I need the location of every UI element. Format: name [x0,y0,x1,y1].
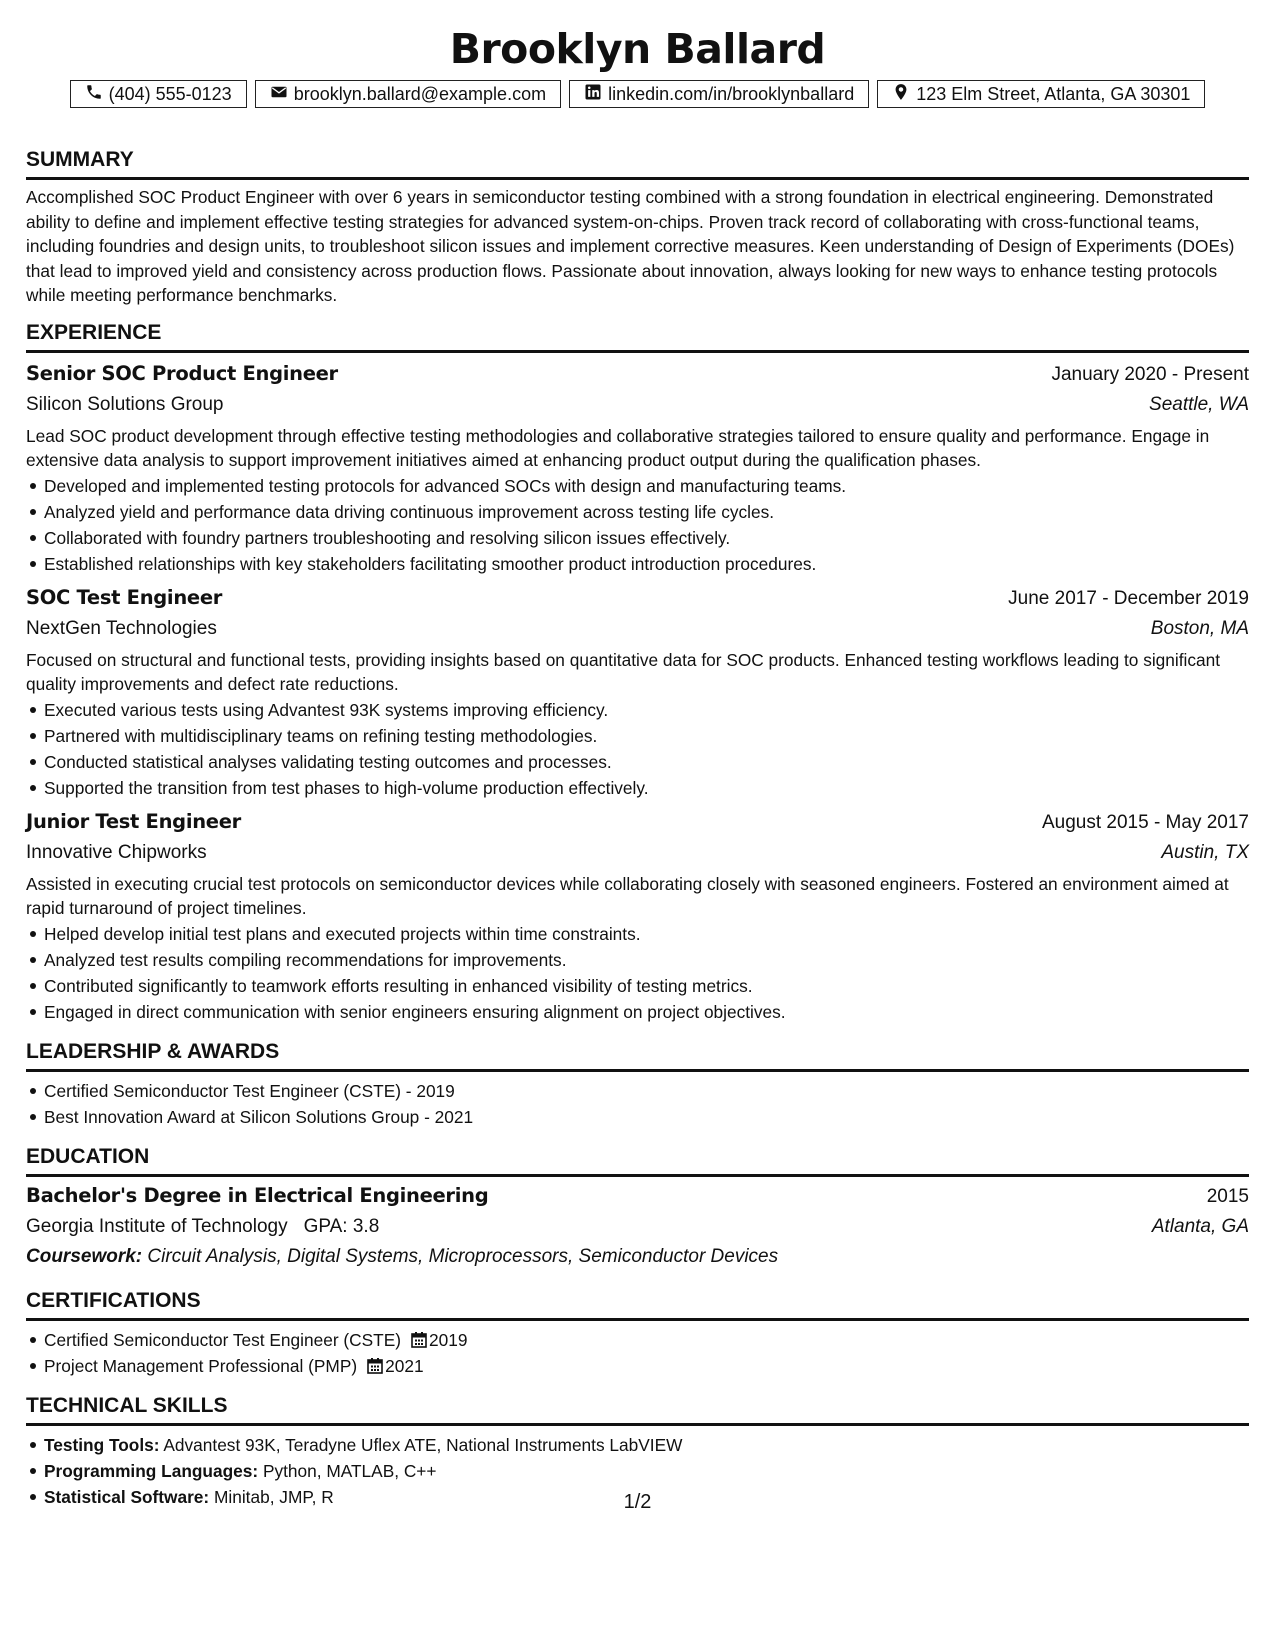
company-name: Silicon Solutions Group [26,393,224,415]
list-item: Developed and implemented testing protocols for advanced SOCs with design and manufacturing teams. [44,473,1249,499]
contact-bar [26,80,1249,108]
certification-name: Certified Semiconductor Test Engineer (CSTE) [44,1329,401,1350]
list-item: Certified Semiconductor Test Engineer (CSTE) - 2019 [44,1078,1249,1104]
list-item: Partnered with multidisciplinary teams on refining testing methodologies. [44,723,1249,749]
summary-section [26,147,1249,308]
certifications-list [26,1327,1249,1379]
gpa: GPA: 3.8 [303,1215,380,1237]
section-title-education: EDUCATION [26,1144,1249,1177]
section-title-certifications: CERTIFICATIONS [26,1288,1249,1321]
skill-category: Programming Languages: [44,1460,259,1481]
section-title-skills: TECHNICAL SKILLS [26,1393,1249,1426]
coursework [26,1242,1249,1272]
school-location: Atlanta, GA [1151,1215,1249,1237]
certification-year: 2021 [385,1355,424,1376]
job-dates: August 2015 - May 2017 [1041,811,1249,833]
map-marker-icon [892,83,910,106]
education-section [26,1144,1249,1272]
page-number: 1/2 [623,1491,652,1513]
job-title: SOC Test Engineer [26,585,223,609]
list-item: Analyzed yield and performance data driving continuous improvement across testing life cycles. [44,499,1249,525]
job-dates: June 2017 - December 2019 [1008,587,1249,609]
skill-category: Testing Tools: [44,1434,160,1455]
list-item: Engaged in direct communication with senior engineers ensuring alignment on project objectives. [44,999,1249,1025]
summary-text: Accomplished SOC Product Engineer with over 6 years in semiconductor testing combined with a strong foundation in electrical engineering. Demonstrated ability to define and implement effective testing strategies for advanced system-on-chips. Proven track record of collaborating with cross-functional teams, including foundries and design units, to troubleshoot silicon issues and implement corrective measures. Keen understanding of Design of Experiments (DOEs) that lead to improved yield and consistency across production flows. Passionate about innovation, always looking for new ways to enhance testing protocols while meeting performance benchmarks. [26,187,1235,305]
contact-email[interactable] [255,80,561,108]
linkedin-icon [584,83,602,106]
certification-year: 2019 [428,1329,468,1350]
job-description: Assisted in executing crucial test protocols on semiconductor devices while collaborating closely with seasoned engineers. Fostered an environment aimed at rapid turnaround of project timelines. [26,873,1229,918]
job-entry [26,359,1249,577]
candidate-name: Brooklyn Ballard [449,25,826,73]
address-text: 123 Elm Street, Atlanta, GA 30301 [916,83,1191,104]
job-location: Austin, TX [1161,841,1249,863]
coursework-list: Circuit Analysis, Digital Systems, Microprocessors, Semiconductor Devices [147,1245,779,1267]
job-location: Seattle, WA [1149,393,1249,415]
email-text: brooklyn.ballard@example.com [293,83,547,104]
calendar-icon [367,1357,383,1374]
list-item: Collaborated with foundry partners troubleshooting and resolving silicon issues effectively. [44,525,1249,551]
skill-category: Statistical Software: [44,1486,210,1507]
job-dates: January 2020 - Present [1051,363,1249,385]
list-item: Contributed significantly to teamwork efforts resulting in enhanced visibility of testing metrics. [44,973,1249,999]
list-item: Executed various tests using Advantest 93K systems improving efficiency. [44,697,1249,723]
envelope-icon [270,83,288,106]
contact-linkedin[interactable] [569,80,869,108]
certifications-section [26,1288,1249,1379]
job-entry [26,583,1249,801]
skill-values: Minitab, JMP, R [214,1486,334,1507]
list-item: Best Innovation Award at Silicon Solutions Group - 2021 [44,1104,1249,1130]
skill-values: Advantest 93K, Teradyne Uflex ATE, National Instruments LabVIEW [163,1434,683,1455]
list-item: Helped develop initial test plans and executed projects within time constraints. [44,921,1249,947]
job-description: Lead SOC product development through effective testing methodologies and collaborative strategies tailored to ensure quality and performance. Engage in extensive data analysis to support improvement initiatives aimed at enhancing product output during the qualification phases. [26,425,1210,470]
calendar-icon [411,1331,427,1348]
education-entry [26,1181,1249,1272]
company-name: Innovative Chipworks [26,841,207,863]
contact-address[interactable] [877,80,1205,108]
section-title-experience: EXPERIENCE [26,320,1249,353]
job-entry [26,807,1249,1025]
list-item: Conducted statistical analyses validating testing outcomes and processes. [44,749,1249,775]
job-location: Boston, MA [1150,617,1249,639]
job-bullets [26,473,1249,577]
list-item [44,1327,1249,1353]
job-title: Junior Test Engineer [26,809,241,833]
company-name: NextGen Technologies [26,617,217,639]
job-description: Focused on structural and functional tests, providing insights based on quantitative data for SOC products. Enhanced testing workflows leading to significant quality improvements and defect rate reductions. [26,649,1221,694]
phone-text: (404) 555-0123 [108,83,232,104]
certification-name: Project Management Professional (PMP) [44,1355,358,1376]
contact-phone[interactable] [70,80,247,108]
experience-section [26,320,1249,1025]
linkedin-text: linkedin.com/in/brooklynballard [608,83,855,104]
school-line [26,1212,379,1242]
job-title: Senior SOC Product Engineer [26,361,338,385]
degree-name: Bachelor's Degree in Electrical Engineering [26,1183,489,1207]
graduation-year: 2015 [1206,1185,1249,1207]
skill-values: Python, MATLAB, C++ [262,1460,437,1481]
coursework-label: Coursework: [26,1245,143,1267]
section-title-summary: SUMMARY [26,147,1249,180]
list-item [44,1353,1249,1379]
list-item: Analyzed test results compiling recommendations for improvements. [44,947,1249,973]
leadership-section [26,1039,1249,1130]
list-item [44,1458,1249,1484]
section-title-leadership: LEADERSHIP & AWARDS [26,1039,1249,1072]
phone-icon [85,83,103,106]
job-bullets [26,921,1249,1025]
school-name: Georgia Institute of Technology [26,1215,288,1237]
list-item [44,1432,1249,1458]
list-item: Supported the transition from test phases to high-volume production effectively. [44,775,1249,801]
list-item: Established relationships with key stakeholders facilitating smoother product introduction procedures. [44,551,1249,577]
awards-list [26,1078,1249,1130]
job-bullets [26,697,1249,801]
